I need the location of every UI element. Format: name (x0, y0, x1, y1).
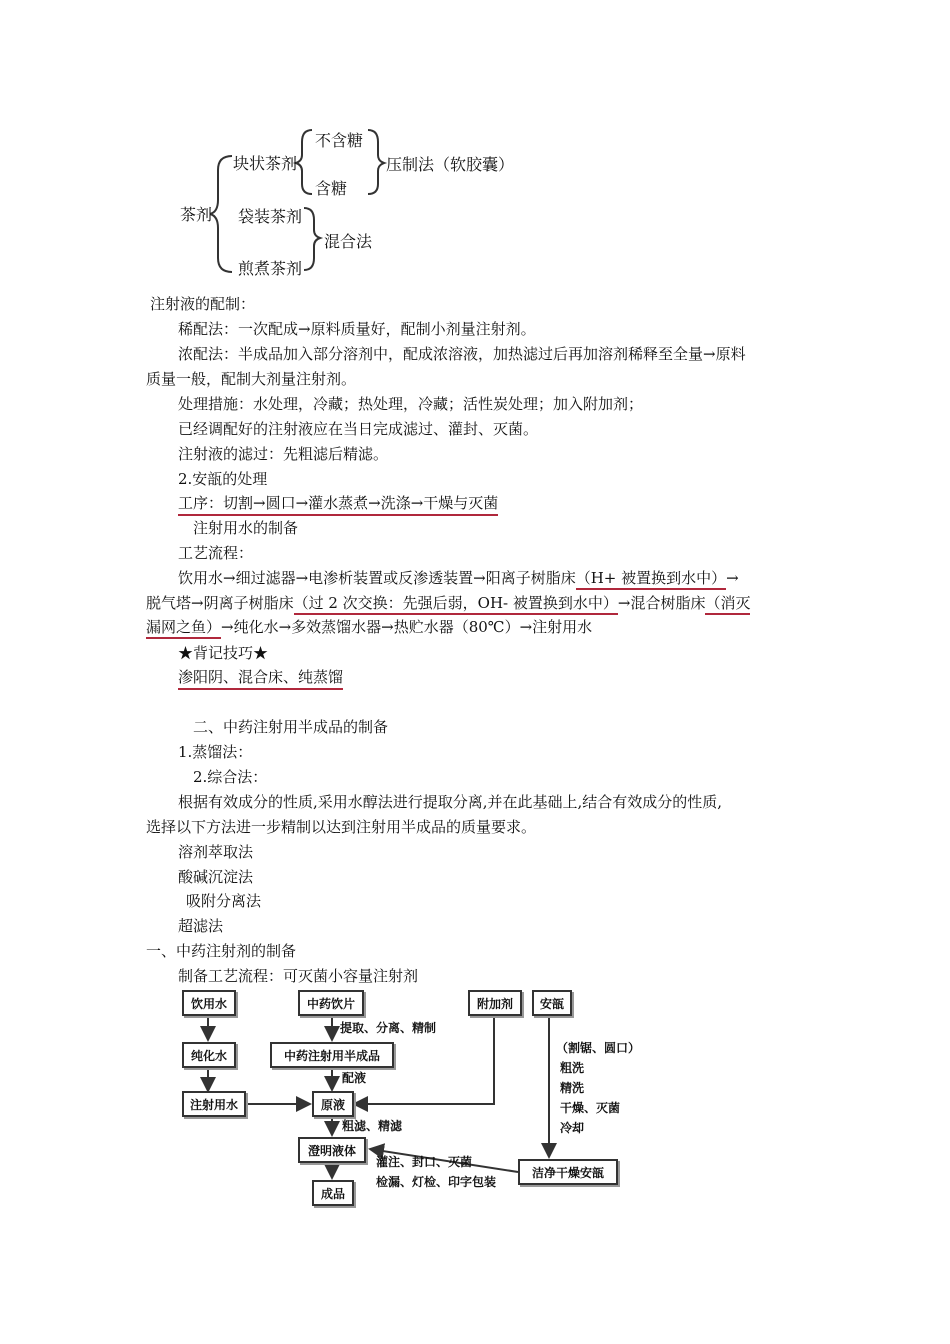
box-clean-ampoule: 洁净干燥安瓿 (518, 1159, 618, 1185)
tea-bag: 袋装茶剂 (238, 207, 303, 226)
tea-sugar: 含糖 (315, 179, 348, 198)
line: 2.综合法： (193, 768, 268, 786)
line: 工艺流程： (178, 544, 254, 562)
line: 吸附分离法 (186, 892, 262, 910)
line: 饮用水→细过滤器→电渗析装置或反渗透装置→阳离子树脂床（H+ 被置换到水中）→ (178, 568, 739, 588)
line: 注射液的配制： (150, 295, 256, 313)
label-amp-cool: 冷却 (560, 1121, 585, 1135)
line: 注射液的滤过：先粗滤后精滤。 (178, 445, 389, 463)
line: 根据有效成分的性质,采用水醇法进行提取分离,并在此基础上,结合有效成分的性质, (178, 793, 723, 811)
section-heading: 一、中药注射剂的制备 (146, 942, 297, 960)
line-underlined: 工序：切割→圆口→灌水蒸煮→洗涤→干燥与灭菌 (178, 493, 498, 516)
tea-root: 茶剂 (180, 205, 213, 224)
label-prepare: 配液 (342, 1071, 367, 1085)
line: 漏网之鱼）→纯化水→多效蒸馏水器→热贮水器（80℃）→注射用水 (146, 617, 592, 637)
line: 选择以下方法进一步精制以达到注射用半成品的质量要求。 (146, 818, 537, 836)
line: 稀配法：一次配成→原料质量好，配制小剂量注射剂。 (178, 320, 536, 338)
line: 溶剂萃取法 (178, 843, 254, 861)
tea-block: 块状茶剂 (233, 154, 298, 173)
tea-press: 压制法（软胶囊） (386, 155, 515, 174)
label-fill: 灌注、封口、灭菌 (376, 1155, 473, 1169)
label-amp-rough: 粗洗 (560, 1061, 585, 1075)
line: 制备工艺流程：可灭菌小容量注射剂 (178, 967, 419, 985)
line: 酸碱沉淀法 (178, 868, 254, 886)
box-additive: 附加剂 (468, 990, 522, 1016)
tea-decoct: 煎煮茶剂 (238, 259, 303, 278)
label-amp-dry: 干燥、灭菌 (560, 1101, 621, 1115)
line-underlined: 渗阳阴、混合床、纯蒸馏 (178, 667, 343, 690)
tea-mix: 混合法 (324, 232, 373, 251)
box-ampoule: 安瓿 (532, 990, 572, 1016)
line: 脱气塔→阴离子树脂床（过 2 次交换：先强后弱，OH- 被置换到水中）→混合树脂床（消灭 (146, 593, 750, 613)
box-herb-pieces: 中药饮片 (298, 990, 364, 1016)
line: ★背记技巧★ (178, 644, 269, 662)
box-stock-solution: 原液 (312, 1091, 354, 1117)
box-purified-water: 纯化水 (182, 1042, 236, 1068)
label-amp-cut: （割锯、圆口） (556, 1041, 641, 1055)
box-injection-water: 注射用水 (182, 1091, 246, 1117)
section-heading: 二、中药注射用半成品的制备 (193, 718, 389, 736)
label-filter: 粗滤、精滤 (342, 1119, 403, 1133)
line: 已经调配好的注射液应在当日完成滤过、灌封、灭菌。 (178, 420, 539, 438)
box-finished: 成品 (312, 1180, 354, 1206)
line: 处理措施：水处理，冷藏；热处理，冷藏；活性炭处理；加入附加剂； (178, 395, 644, 413)
box-semi-product: 中药注射用半成品 (270, 1042, 394, 1068)
line: 1.蒸馏法： (178, 743, 253, 761)
line: 2.安瓿的处理 (178, 470, 268, 488)
box-clear-liquid: 澄明液体 (298, 1137, 366, 1163)
line: 质量一般，配制大剂量注射剂。 (146, 370, 357, 388)
line: 超滤法 (178, 917, 224, 935)
label-amp-fine: 精洗 (560, 1081, 585, 1095)
label-inspect: 检漏、灯检、印字包装 (376, 1175, 497, 1189)
tea-no-sugar: 不含糖 (315, 131, 364, 150)
line: 浓配法：半成品加入部分溶剂中，配成浓溶液，加热滤过后再加溶剂稀释至全量→原料 (178, 345, 746, 363)
label-extract: 提取、分离、精制 (340, 1021, 437, 1035)
box-drinking-water: 饮用水 (182, 990, 236, 1016)
line: 注射用水的制备 (193, 519, 299, 537)
